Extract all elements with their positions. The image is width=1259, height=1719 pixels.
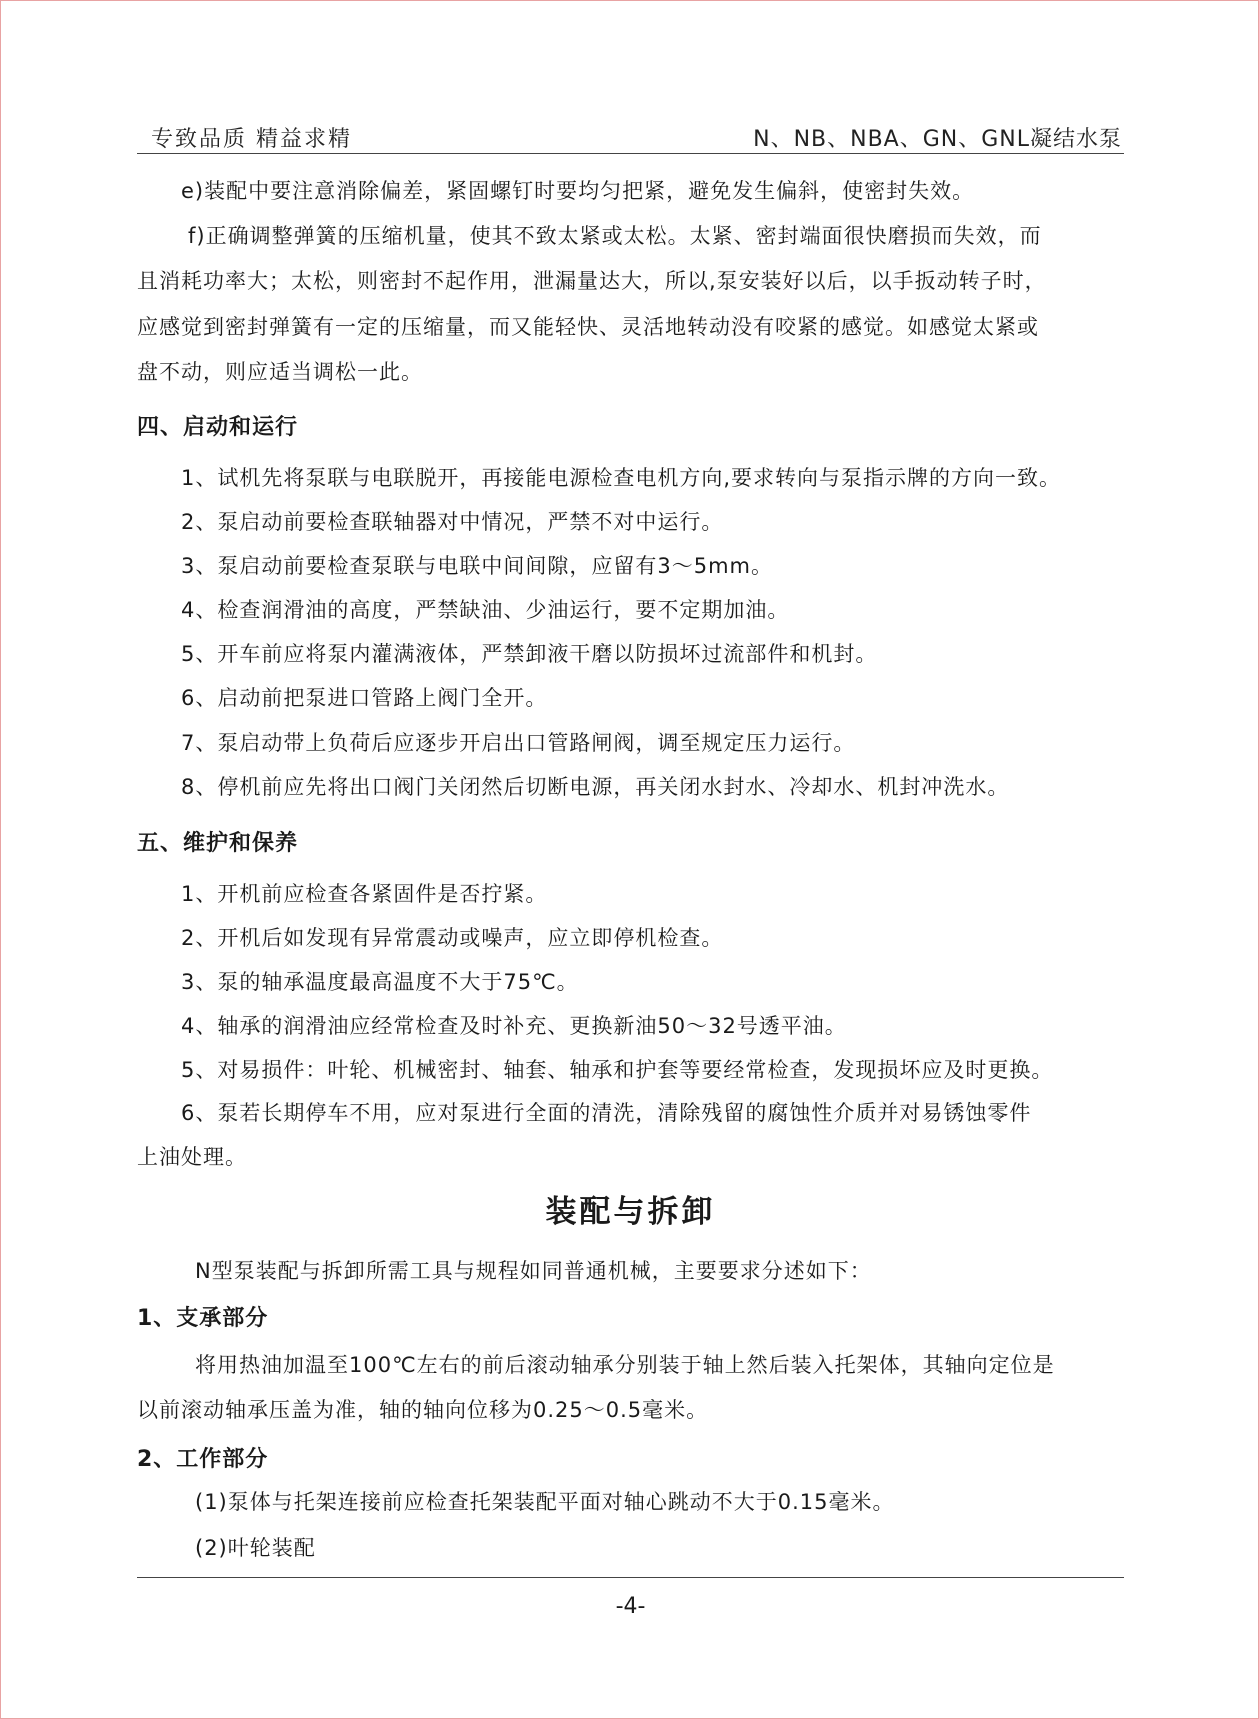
part-1-heading: 1、支承部分 (137, 1306, 269, 1331)
assembly-intro: N型泵装配与拆卸所需工具与规程如同普通机械，主要要求分述如下： (195, 1259, 872, 1283)
section-4-item-7: 7、泵启动带上负荷后应逐步开启出口管路闸阀，调至规定压力运行。 (181, 731, 856, 755)
footer-rule (137, 1577, 1124, 1578)
section-4-item-4: 4、检查润滑油的高度，严禁缺油、少油运行，要不定期加油。 (181, 598, 790, 622)
paragraph-e: e)装配中要注意消除偏差，紧固螺钉时要均匀把紧，避免发生偏斜，使密封失效。 (181, 179, 975, 203)
page-number: -4- (615, 1594, 646, 1619)
section-5-item-3: 3、泵的轴承温度最高温度不大于75℃。 (181, 970, 579, 994)
part-2-item-2: (2)叶轮装配 (195, 1536, 316, 1560)
section-5-heading: 五、维护和保养 (137, 831, 299, 856)
section-5-item-5: 5、对易损件：叶轮、机械密封、轴套、轴承和护套等要经常检查，发现损坏应及时更换。 (181, 1058, 1054, 1082)
section-5-item-1: 1、开机前应检查各紧固件是否拧紧。 (181, 882, 548, 906)
paragraph-f-line-1: f)正确调整弹簧的压缩机量，使其不致太紧或太松。太紧、密封端面很快磨损而失效，而 (188, 224, 1042, 248)
section-5-item-6-continued: 上油处理。 (137, 1145, 247, 1169)
part-2-heading: 2、工作部分 (137, 1447, 269, 1472)
header-product-title: N、NB、NBA、GN、GNL凝结水泵 (753, 127, 1122, 152)
part-1-line-2: 以前滚动轴承压盖为准，轴的轴向位移为0.25～0.5毫米。 (137, 1398, 709, 1422)
paragraph-f-line-2: 且消耗功率大；太松，则密封不起作用，泄漏量达大，所以,泵安装好以后，以手扳动转子时， (137, 269, 1047, 293)
part-1-line-1: 将用热油加温至100℃左右的前后滚动轴承分别装于轴上然后装入托架体，其轴向定位是 (195, 1353, 1055, 1377)
section-5-item-2: 2、开机后如发现有异常震动或噪声，应立即停机检查。 (181, 926, 724, 950)
section-4-item-6: 6、启动前把泵进口管路上阀门全开。 (181, 686, 548, 710)
paragraph-f-line-3: 应感觉到密封弹簧有一定的压缩量，而又能轻快、灵活地转动没有咬紧的感觉。如感觉太紧或 (137, 315, 1039, 339)
paragraph-f-line-4: 盘不动，则应适当调松一此。 (137, 360, 423, 384)
section-4-item-5: 5、开车前应将泵内灌满液体，严禁卸液干磨以防损坏过流部件和机封。 (181, 642, 878, 666)
header-rule (137, 153, 1124, 154)
section-4-item-8: 8、停机前应先将出口阀门关闭然后切断电源，再关闭水封水、冷却水、机封冲洗水。 (181, 775, 1010, 799)
part-2-item-1: (1)泵体与托架连接前应检查托架装配平面对轴心跳动不大于0.15毫米。 (195, 1490, 895, 1514)
section-4-item-3: 3、泵启动前要检查泵联与电联中间间隙，应留有3～5mm。 (181, 554, 773, 578)
section-5-item-6: 6、泵若长期停车不用，应对泵进行全面的清洗，清除残留的腐蚀性介质并对易锈蚀零件 (181, 1101, 1032, 1125)
section-5-item-4: 4、轴承的润滑油应经常检查及时补充、更换新油50～32号透平油。 (181, 1014, 847, 1038)
section-4-item-1: 1、试机先将泵联与电联脱开，再接能电源检查电机方向,要求转向与泵指示牌的方向一致。 (181, 466, 1062, 490)
section-4-item-2: 2、泵启动前要检查联轴器对中情况，严禁不对中运行。 (181, 510, 724, 534)
assembly-title: 装配与拆卸 (545, 1194, 716, 1230)
header-slogan: 专致品质 精益求精 (151, 127, 352, 152)
section-4-heading: 四、启动和运行 (137, 415, 299, 440)
